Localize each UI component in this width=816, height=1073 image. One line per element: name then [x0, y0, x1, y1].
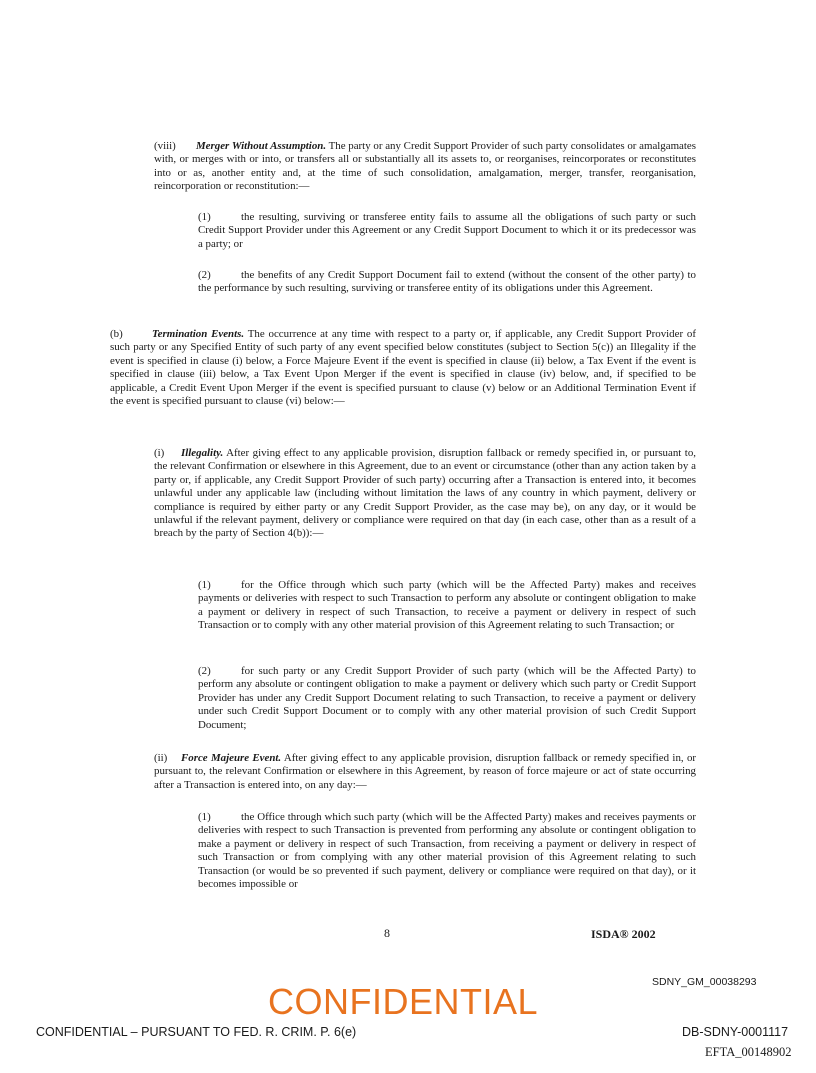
clause-i-2-number: (2): [198, 665, 211, 677]
clause-ii: [154, 752, 696, 792]
clause-ii-text: After giving effect to any applicable provision, disruption fallback or remedy specified in, or pursuant to, the relevant Confirmation or elsewhere in this Agreement, by reason of force majeure or act of state occurring after a Transaction is entered into, on any day:—: [154, 752, 697, 791]
clause-b-number: (b): [110, 328, 123, 340]
page-number: 8: [384, 926, 390, 940]
clause-viii-heading: Merger Without Assumption.: [196, 140, 327, 152]
clause-ii-1-number: (1): [198, 811, 211, 823]
isda-mark: ISDA® 2002: [591, 927, 656, 941]
clause-b: [110, 328, 696, 408]
bates-db-stamp: DB-SDNY-0001117: [682, 1025, 789, 1039]
confidential-note: CONFIDENTIAL – PURSUANT TO FED. R. CRIM. P. 6(e): [36, 1025, 357, 1039]
clause-viii-text: The party or any Credit Support Provider of such party consolidates or amalgamates with, or merges with or into, or transfers all or substantially all its assets to, or reorganises, reincorporates or reconstitutes into or as, another entity and, at the time of such consolidation, amalgamation, merger, transfer, reorganisation, reincorporation or reconstitution:—: [154, 140, 696, 193]
clause-i-1-number: (1): [198, 579, 211, 591]
confidential-stamp: CONFIDENTIAL: [268, 981, 539, 1022]
clause-i: [154, 447, 696, 541]
clause-ii-heading: Force Majeure Event.: [181, 752, 282, 764]
clause-viii-1: [198, 211, 696, 251]
clause-viii: [154, 140, 696, 194]
clause-viii-1-text: the resulting, surviving or transferee entity fails to assume all the obligations of such party or such Credit Support Provider under this Agreement or any Credit Support Document to which it or its predecessor was a party; or: [198, 211, 696, 250]
clause-i-heading: Illegality.: [181, 447, 224, 459]
clause-b-heading: Termination Events.: [152, 328, 245, 340]
clause-i-1-text: for the Office through which such party (which will be the Affected Party) makes and receives payments or deliveries with respect to such Transaction to perform any absolute or contingent obligation to make a payment or delivery in respect of such Transaction, to receive a payment or delivery in respect of such Transaction or to comply with any other material provision of this Agreement relating to such Transaction; or: [198, 579, 696, 632]
clause-viii-2-text: the benefits of any Credit Support Document fail to extend (without the consent of the other party) to the performance by such resulting, surviving or transferee entity of its obligations under this Agreement.: [198, 269, 696, 295]
clause-viii-1-number: (1): [198, 211, 211, 223]
clause-ii-1-text: the Office through which such party (which will be the Affected Party) makes and receives payments or deliveries with respect to such Transaction is prevented from performing any absolute or contingent obligation to make a payment or delivery in respect of such Transaction, from receiving a payment or delivery in respect of such Transaction or from complying with any other material provision of this Agreement relating to such Transaction (or would be so prevented if such payment, delivery or compliance were required on that day), or it becomes impossible or: [198, 811, 696, 891]
clause-i-text: After giving effect to any applicable provision, disruption fallback or remedy specified in, or pursuant to, the relevant Confirmation or elsewhere in this Agreement, due to an event or circumstance (other than any action taken by a party or, if applicable, any Credit Support Provider of such party) occurring after a Transaction is entered into, it becomes unlawful under any applicable law (including without limitation the laws of any country in which payment, delivery or compliance is required by either party or any Credit Support Provider, as the case may be), on any day, or it would be unlawful if the relevant payment, delivery or compliance were required on that day (in each case, other than as a result of a breach by the party of Section 4(b)):—: [154, 447, 696, 540]
clause-i-number: (i): [154, 447, 165, 459]
clause-ii-number: (ii): [154, 752, 168, 764]
clause-viii-2-number: (2): [198, 269, 211, 281]
clause-b-text: The occurrence at any time with respect to a party or, if applicable, any Credit Support Provider of such party or any Specified Entity of such party of any event specified below constitutes (subject to Section 5(c)) an Illegality if the event is specified in clause (i) below, a Force Majeure Event if the event is specified in clause (ii) below, a Tax Event if the event is specified in clause (iii) below, a Tax Event Upon Merger if the event is specified in clause (iv) below, and, if specified to be applicable, a Credit Event Upon Merger if the event is specified pursuant to clause (v) below or an Additional Termination Event if the event is specified pursuant to clause (vi) below:—: [110, 328, 696, 408]
bates-gm-stamp: SDNY_GM_00038293: [652, 976, 757, 988]
clause-i-2: [198, 665, 696, 732]
clause-viii-number: (viii): [154, 140, 176, 152]
clause-i-1: [198, 579, 696, 633]
clause-i-2-text: for such party or any Credit Support Provider of such party (which will be the Affected Party) to perform any absolute or contingent obligation to make a payment or delivery which such party or Credit Support Provider has under any Credit Support Document relating to such Transaction, to receive a payment or delivery under such Credit Support Document or to comply with any other material provision of such Credit Support Document;: [198, 665, 696, 731]
clause-ii-1: [198, 811, 696, 891]
efta-stamp: EFTA_00148902: [705, 1045, 792, 1059]
clause-viii-2: [198, 269, 696, 296]
